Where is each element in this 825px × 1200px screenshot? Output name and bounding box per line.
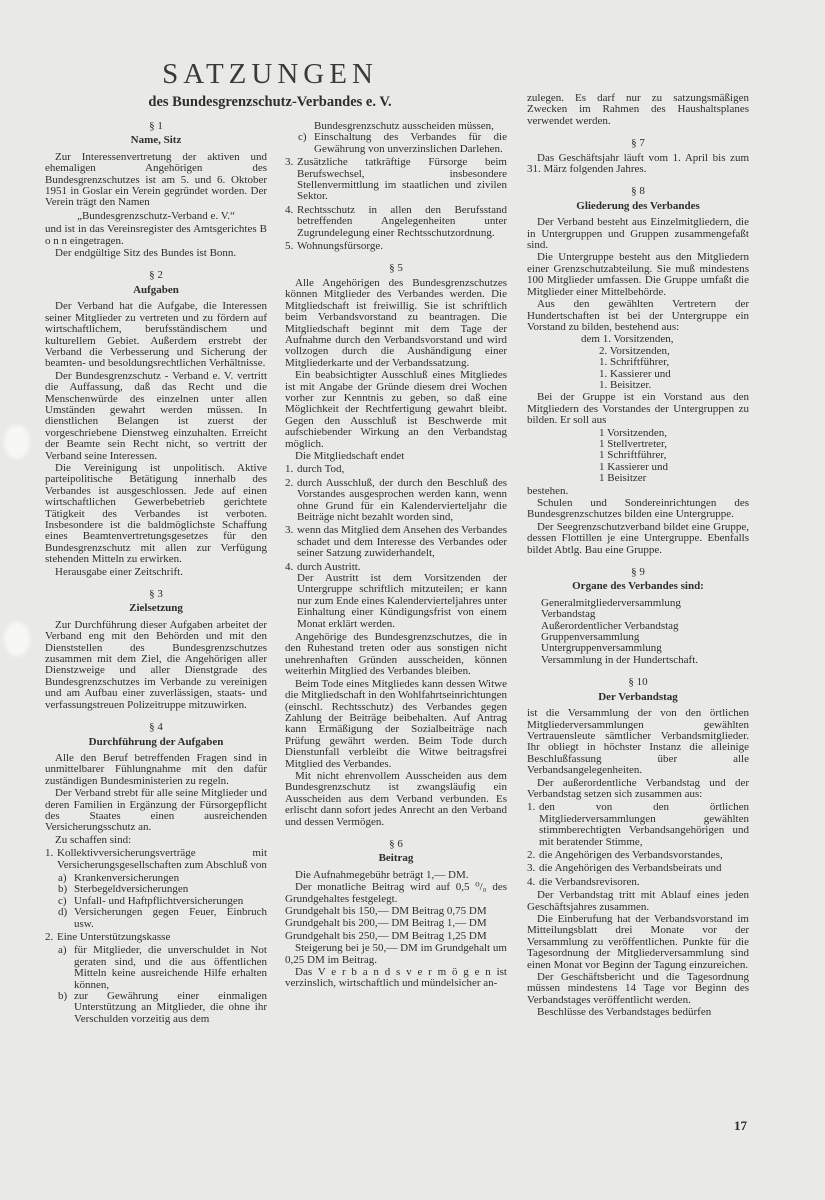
paragraph: Beschlüsse des Verbandstages bedürfen bbox=[537, 1006, 712, 1019]
item-text bbox=[539, 802, 749, 848]
paragraph: Zur Durchführung dieser Aufgaben arbeitet der Verband eng mit den Behörden und mit den Dienststellen des Bundesgrenzschutzes zusammen mit dem Ziel, die Angehörigen aller Dienstzweige und aller Dienstgrade des Bundesgrenzschutzes im Verbande zu vereinigen und am Aufbau einer zuverlässigen, staats- und verfassungstreuen Polizeitruppe mitzuwirken. bbox=[45, 618, 267, 711]
section-heading: Aufgaben bbox=[133, 283, 179, 296]
document-subtitle: des Bundesgrenzschutz-Verbandes e. V. bbox=[148, 94, 392, 110]
paragraph: Herausgabe einer Zeitschrift. bbox=[55, 565, 183, 578]
paragraph: Mit nicht ehrenvollem Ausscheiden aus dem Bundesgrenzschutz ist zwangsläufig ein Ausscheiden aus dem Verband verbunden. Es erlischt dann sofort jedes Anrecht an den Verband und dessen Vermögen. bbox=[285, 769, 507, 828]
section-heading: Beitrag bbox=[378, 852, 414, 865]
paragraph: Ein beabsichtigter Ausschluß eines Mitgliedes ist mit Angabe der Gründe diesem drei Wochen vorher zur Kenntnis zu geben, so daß eine Möglichkeit der Rechtfertigung gewahrt bleibt. Gegen den Ausschluß ist Beschwerde mit aufschiebender Wirkung an den Verbandstag möglich. bbox=[285, 369, 507, 450]
item-marker: 4. bbox=[527, 875, 536, 888]
numbered-item bbox=[285, 525, 507, 559]
paragraph: Beim Tode eines Mitgliedes kann dessen Witwe die Mitgliedschaft in den Wohlfahrtseinrichtungen (einschl. Rechtsschutz) des Verbandes gegen Zahlung der Beiträge beibehalten. Auf Antrag kann Ermäßigung der Sozialbeiträge nach Prüfung gewährt werden. Beim Tode durch Dienstunfall verbleibt die Witwe beitragsfrei Mitglied des Verbandes. bbox=[285, 677, 507, 770]
lettered-subitem bbox=[58, 945, 267, 991]
officer-list-item: 1 Schriftführer, bbox=[599, 449, 667, 462]
punch-hole bbox=[4, 622, 30, 656]
officer-list-item: 1. Beisitzer. bbox=[599, 378, 652, 391]
officer-list-item: 1 Beisitzer bbox=[599, 472, 647, 485]
organ-list-item: Verbandstag bbox=[541, 608, 596, 621]
numbered-item bbox=[527, 863, 749, 874]
numbered-item bbox=[527, 877, 749, 888]
officer-list-item: 1 Vorsitzenden, bbox=[599, 426, 668, 439]
item-continuation: Der Austritt ist dem Vorsitzenden der Untergruppe schriftlich mitzuteilen; er kann nur zum Ende eines Kalendervierteljahres unter Einhaltung einer Kündigungsfrist von einem Monat erklärt werden. bbox=[297, 572, 507, 630]
section-number: § 4 bbox=[149, 721, 163, 734]
item-text-main: Kollektivversicherungsverträge mit Versicherungsgesellschaften zum Abschluß von bbox=[57, 847, 267, 871]
paragraph: Der Verband strebt für alle seine Mitglieder und deren Familien in Ergänzung der Fürsorgepflicht des Staates einen ausreichenden Versicherungsschutz an. bbox=[45, 787, 267, 834]
numbered-item bbox=[527, 802, 749, 848]
item-text-main: Wohnungsfürsorge. bbox=[297, 240, 383, 253]
item-marker: a) bbox=[58, 871, 67, 884]
paragraph: Alle Angehörigen des Bundesgrenzschutzes können Mitglieder des Verbandes werden. Die Mitgliedschaft ist freiwillig. Sie ist schriftlich beim Verbandsvorstand zu beantragen. Die Mitgliedschaft beginnt mit dem Tage der Aufnahme durch den Verbandsvorstand und wird vollzogen durch die Aushändigung einer Mitgliederkarte und der Verbandssatzung. bbox=[285, 276, 507, 369]
paragraph: Die Mitgliedschaft endet bbox=[295, 449, 405, 462]
item-text-main: Versicherungen gegen Feuer, Einbruch usw. bbox=[74, 906, 267, 930]
item-marker: a) bbox=[58, 944, 67, 957]
item-text bbox=[74, 907, 267, 930]
item-text-main: durch Austritt. bbox=[297, 560, 361, 573]
paragraph: Der Verband hat die Aufgabe, die Interessen seiner Mitglieder zu vertreten und zu fördern auf wirtschaftlichem, berufsständischem und kulturellem Gebiet. Außerdem erstrebt der Verband die Verbesserung und Sicherung der beamten- und besoldungsrechtlichen Verhältnisse. bbox=[45, 300, 267, 370]
paragraph: Der Bundesgrenzschutz - Verband e. V. vertritt die Auffassung, daß das Recht und die Menschenwürde des einzelnen unter allen Umständen gewahrt werden müssen. In dienstlichen Belangen ist zuerst der vorgeschriebene Dienstweg einzuhalten. Erreicht der Beamte sein Recht nicht, so vertritt der Verband seine Interessen. bbox=[45, 369, 267, 462]
paragraph: Der außerordentliche Verbandstag und der Verbandstag setzen sich zusammen aus: bbox=[527, 776, 749, 800]
organ-list-item: Außerordentlicher Verbandstag bbox=[541, 619, 679, 632]
paragraph: Der Verbandstag tritt mit Ablauf eines jeden Geschäftsjahres zusammen. bbox=[527, 889, 749, 913]
section-heading: Der Verbandstag bbox=[598, 690, 678, 703]
numbered-item bbox=[285, 478, 507, 524]
paragraph: Der monatliche Beitrag wird auf 0,5 ⁰/₀ des Grundgehaltes festgelegt. bbox=[285, 881, 507, 905]
item-marker: 3. bbox=[527, 862, 536, 875]
paragraph: Aus den gewählten Vertretern der Hundertschaften ist bei der Untergruppe ein Vorstand zu bilden, bestehend aus: bbox=[527, 298, 749, 333]
page-number: 17 bbox=[734, 1118, 747, 1133]
item-marker: 1. bbox=[527, 801, 536, 814]
paragraph: Die Einberufung hat der Verbandsvorstand im Mitteilungsblatt drei Monate vor der Versammlung zu veröffentlichen. Punkte für die Tagesordnung der Mitgliederversammlung sind einen Monat vor Beginn der Tagung einzureichen. bbox=[527, 913, 749, 971]
item-text-main: für Mitglieder, die unverschuldet in Not geraten sind, und die aus öffentlichen Mitteln keine ausreichende Hilfe erhalten können, bbox=[74, 944, 267, 991]
paragraph: Das V e r b a n d s v e r m ö g e n ist verzinslich, wirtschaftlich und mündelsicher an- bbox=[285, 966, 507, 990]
paragraph: Grundgehalt bis 250,— DM Beitrag 1,25 DM bbox=[285, 929, 487, 942]
section-heading: Gliederung des Verbandes bbox=[576, 199, 700, 212]
item-text bbox=[57, 848, 267, 871]
item-marker: c) bbox=[298, 131, 307, 144]
lettered-subitem bbox=[58, 907, 267, 930]
numbered-item bbox=[285, 157, 507, 203]
item-marker: 2. bbox=[45, 931, 54, 943]
numbered-item bbox=[285, 464, 507, 475]
punch-hole bbox=[4, 425, 30, 459]
item-text bbox=[297, 157, 507, 203]
lettered-subitem bbox=[58, 991, 267, 1025]
section-number: § 6 bbox=[389, 837, 403, 850]
item-text-main: durch Ausschluß, der durch den Beschluß des Vorstandes ausgesprochen werden kann, wenn ohne Grund für ein Kalendervierteljahr die Beiträge nicht bezahlt worden sind, bbox=[297, 476, 507, 523]
section-number: § 1 bbox=[149, 120, 163, 132]
section-number: § 10 bbox=[628, 676, 648, 689]
section-heading: Durchführung der Aufgaben bbox=[88, 735, 224, 748]
paragraph: und ist in das Vereinsregister des Amtsgerichtes B o n n eingetragen. bbox=[45, 223, 267, 247]
section-heading: Zielsetzung bbox=[129, 602, 183, 615]
item-marker: 5. bbox=[285, 240, 294, 253]
item-text-main: zur Gewährung einer einmaligen Unterstützung an Mitglieder, die ohne ihr Verschulden vorzeitig aus dem bbox=[74, 990, 267, 1025]
item-text-main: Unfall- und Haftpflichtversicherungen bbox=[74, 894, 244, 907]
officer-list-item: 1 Stellvertreter, bbox=[599, 437, 667, 450]
paragraph: Die Untergruppe besteht aus den Mitgliedern einer Grenzschutzabteilung. Sie muß mindestens 100 Mitglieder umfassen. Die Gruppe umfaßt die Mitglieder einer Mittelbehörde. bbox=[527, 251, 749, 298]
paragraph: Der Geschäftsbericht und die Tagesordnung müssen mindestens 14 Tage vor Beginn des Verbandstages veröffentlicht werden. bbox=[527, 971, 749, 1006]
item-marker: 1. bbox=[285, 463, 294, 476]
item-marker: 1. bbox=[45, 847, 54, 860]
document-title: SATZUNGEN bbox=[162, 58, 378, 90]
item-marker: 3. bbox=[285, 524, 294, 537]
section-number: § 8 bbox=[631, 185, 645, 198]
numbered-item bbox=[45, 848, 267, 871]
item-text bbox=[314, 132, 507, 155]
numbered-item bbox=[285, 205, 507, 239]
section-number: § 9 bbox=[631, 566, 645, 579]
organ-list-item: Versammlung in der Hundertschaft. bbox=[541, 653, 699, 666]
item-text-main: die Angehörigen des Verbandsbeirats und bbox=[539, 862, 722, 875]
text-column-3 bbox=[527, 93, 749, 1020]
officer-list bbox=[527, 334, 749, 391]
section-number: § 2 bbox=[149, 269, 163, 282]
paragraph: Grundgehalt bis 200,— DM Beitrag 1,— DM bbox=[285, 917, 487, 930]
paragraph: Zu schaffen sind: bbox=[55, 833, 132, 846]
item-text bbox=[74, 945, 267, 991]
section-number: § 5 bbox=[389, 262, 403, 275]
item-marker: d) bbox=[58, 906, 68, 919]
item-text bbox=[297, 205, 507, 239]
paragraph: Alle den Beruf betreffenden Fragen sind in unmittelbarer Fühlungnahme mit den dafür zuständigen Bundesministerien zu regeln. bbox=[45, 751, 267, 787]
item-text-main: Rechtsschutz in allen den Berufsstand betreffenden Angelegenheiten unter Zugrundelegung einer Rechtsschutzordnung. bbox=[297, 203, 507, 239]
item-marker: b) bbox=[58, 990, 68, 1003]
officer-list-item: 1. Schriftführer, bbox=[599, 356, 670, 369]
paragraph: Grundgehalt bis 150,— DM Beitrag 0,75 DM bbox=[285, 905, 487, 917]
paragraph: Angehörige des Bundesgrenzschutzes, die in den Ruhestand treten oder aus sonstigen nicht unehrenhaften Gründen ausscheiden, können weiterhin Mitglied des Verbandes bleiben. bbox=[285, 631, 507, 678]
paragraph: ist die Versammlung der von den örtlichen Mitgliederversammlungen gewählten Vertrauensleute sämtlicher Verbandsmitglieder. Ihr obliegt in höchster Instanz die alleinige Beschlußfassung über alle Verbandsangelegenheiten. bbox=[527, 707, 749, 777]
section-number: § 7 bbox=[631, 137, 645, 150]
item-text bbox=[539, 850, 749, 861]
organ-list-item: Untergruppenversammlung bbox=[541, 642, 662, 655]
paragraph: Der Verband besteht aus Einzelmitgliedern, die in Untergruppen und Gruppen zusammengefaßt sind. bbox=[527, 216, 749, 252]
item-text-main: Eine Unterstützungskasse bbox=[57, 931, 171, 943]
item-text-main: Einschaltung des Verbandes für die Gewährung von unverzinslichen Darlehen. bbox=[314, 131, 507, 155]
section-heading: Organe des Verbandes sind: bbox=[572, 580, 704, 593]
officer-list-item: 1. Kassierer und bbox=[599, 367, 671, 380]
item-text bbox=[297, 241, 507, 252]
item-text-main: Sterbegeldversicherungen bbox=[74, 883, 189, 896]
item-text-main: Krankenversicherungen bbox=[74, 871, 180, 884]
officer-list-item: dem 1. Vorsitzenden, bbox=[581, 333, 674, 346]
paragraph: Die Vereinigung ist unpolitisch. Aktive parteipolitische Betätigung innerhalb des Verbandes ist ausgeschlossen. Jede auf einen wirtschaftlichen Gewerbebetrieb gerichtete Tätigkeit des Verbandes ist verboten. Insbesondere ist die baldmöglichste Schaffung eines Beamtenvertretungsgesetzes für den Bundesgrenzschutz mit allen zur Verfügung stehenden Mitteln zu erwirken. bbox=[45, 461, 267, 566]
paragraph: bestehen. bbox=[527, 484, 569, 497]
item-text-main: Zusätzliche tatkräftige Fürsorge beim Berufswechsel, insbesondere Stellenvermittlung im staatlichen und zivilen Sektor. bbox=[297, 156, 507, 203]
paragraph: Bei der Gruppe ist ein Vorstand aus den Mitgliedern des Vorstandes der Untergruppen zu bilden. Er soll aus bbox=[527, 391, 749, 427]
item-marker: 4. bbox=[285, 203, 294, 216]
item-text bbox=[74, 991, 267, 1025]
numbered-item bbox=[527, 850, 749, 861]
section-heading: Name, Sitz bbox=[130, 134, 182, 147]
paragraph: zulegen. Es darf nur zu satzungsmäßigen Zwecken im Rahmen des Haushaltsplanes verwendet werden. bbox=[527, 92, 749, 127]
item-text-main: die Verbandsrevisoren. bbox=[539, 875, 640, 888]
item-marker: 2. bbox=[527, 848, 536, 861]
paragraph: Der endgültige Sitz des Bundes ist Bonn. bbox=[55, 247, 237, 260]
item-marker: 2. bbox=[285, 476, 294, 489]
list-item-continuation: Bundesgrenzschutz ausscheiden müssen, bbox=[314, 120, 494, 132]
organ-list-item: Generalmitgliederversammlung bbox=[541, 596, 681, 609]
item-text bbox=[539, 863, 749, 874]
section-number: § 3 bbox=[149, 588, 163, 601]
item-marker: 4. bbox=[285, 560, 294, 573]
officer-list-item: 1 Kassierer und bbox=[599, 460, 669, 473]
numbered-item bbox=[45, 932, 267, 943]
item-text-main: den von den örtlichen Mitgliederversammlungen gewählten stimmberechtigten Verbandsangehörigen und mit beratender Stimme, bbox=[539, 801, 749, 848]
item-text-main: wenn das Mitglied dem Ansehen des Verbandes schadet und dem Interesse des Verbandes oder seiner Satzung zuwiderhandelt, bbox=[297, 524, 507, 560]
numbered-item bbox=[285, 241, 507, 252]
item-text bbox=[297, 562, 507, 630]
paragraph: Das Geschäftsjahr läuft vom 1. April bis zum 31. März folgenden Jahres. bbox=[527, 151, 749, 176]
item-text-main: die Angehörigen des Verbandsvorstandes, bbox=[539, 848, 723, 861]
officer-list bbox=[527, 428, 749, 485]
item-marker: 3. bbox=[285, 156, 294, 169]
paragraph: Schulen und Sondereinrichtungen des Bundesgrenzschutzes bilden eine Untergruppe. bbox=[527, 497, 749, 521]
paragraph: Der Seegrenzschutzverband bildet eine Gruppe, dessen Flottillen je eine Untergruppe. Ebenfalls bildet Abtlg. Bau eine Gruppe. bbox=[527, 520, 749, 556]
paragraph: Zur Interessenvertretung der aktiven und ehemaligen Angehörigen des Bundesgrenzschutzes ist am 5. und 6. Oktober 1951 in Goslar ein Verein gegründet worden. Der Verein trägt den Namen bbox=[45, 150, 267, 209]
text-column-2 bbox=[285, 121, 507, 991]
item-text bbox=[297, 525, 507, 559]
item-text-main: durch Tod, bbox=[297, 463, 345, 476]
lettered-subitem bbox=[298, 132, 507, 155]
organ-list-item: Gruppenversammlung bbox=[541, 631, 640, 644]
paragraph: Die Aufnahmegebühr beträgt 1,— DM. bbox=[295, 868, 469, 881]
numbered-item bbox=[285, 562, 507, 630]
officer-list-item: 2. Vorsitzenden, bbox=[599, 344, 670, 357]
item-text bbox=[57, 932, 267, 943]
item-text bbox=[297, 464, 507, 475]
item-marker: b) bbox=[58, 883, 68, 896]
item-text bbox=[539, 877, 749, 888]
centered-line: „Bundesgrenzschutz-Verband e. V.“ bbox=[77, 209, 235, 222]
paragraph: Steigerung bei je 50,— DM im Grundgehalt um 0,25 DM im Beitrag. bbox=[285, 942, 507, 966]
item-text bbox=[297, 478, 507, 524]
item-marker: c) bbox=[58, 894, 67, 907]
text-column-1 bbox=[45, 121, 267, 1025]
